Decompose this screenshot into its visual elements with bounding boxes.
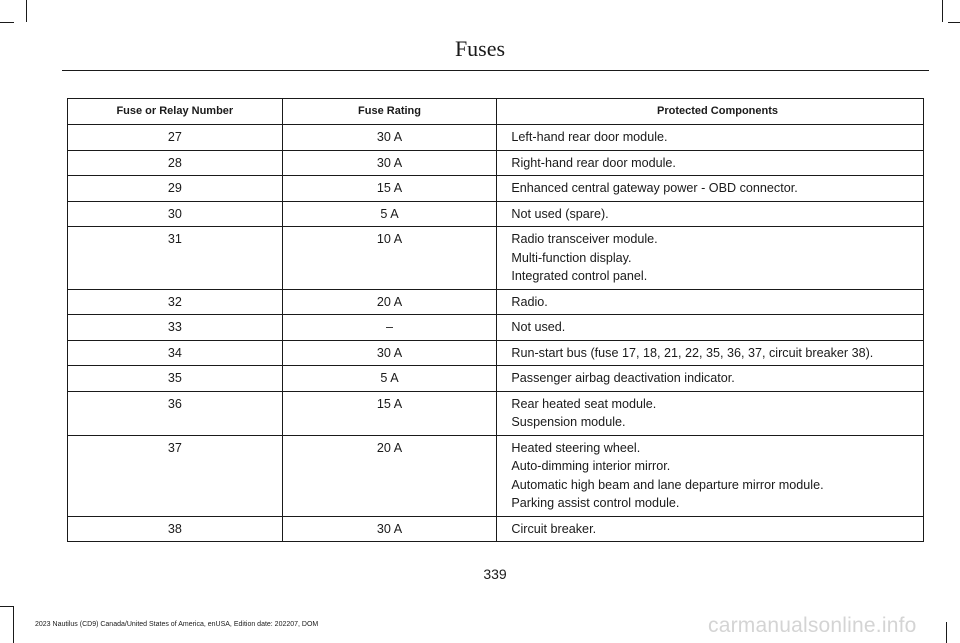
component-line: Passenger airbag deactivation indicator. (511, 371, 735, 385)
protected-components-cell (497, 435, 924, 516)
component-line: Suspension module. (511, 415, 626, 429)
fuse-number-cell: 32 (68, 289, 283, 315)
protected-components-cell (497, 340, 924, 366)
table-row (68, 315, 924, 341)
fuse-number-cell: 27 (68, 125, 283, 151)
fuse-number-cell: 33 (68, 315, 283, 341)
fuse-number-cell: 28 (68, 150, 283, 176)
fuse-rating-cell: 10 A (282, 227, 497, 290)
protected-components-cell (497, 150, 924, 176)
fuse-rating-cell: – (282, 315, 497, 341)
component-line: Heated steering wheel. (511, 440, 641, 455)
column-header-fuse-rating: Fuse Rating (282, 99, 497, 125)
fuse-number-cell: 31 (68, 227, 283, 290)
fuse-rating-cell: 15 A (282, 176, 497, 202)
component-line: Rear heated seat module. (511, 396, 657, 411)
component-line: Parking assist control module. (511, 496, 680, 510)
title-divider (62, 70, 929, 71)
component-line: Circuit breaker. (511, 521, 597, 536)
column-header-fuse-number: Fuse or Relay Number (68, 99, 283, 125)
component-line: Automatic high beam and lane departure mirror module. (511, 477, 824, 492)
crop-mark (13, 606, 14, 643)
watermark: carmanualsonline.info (708, 614, 917, 637)
component-line: Left-hand rear door module. (511, 130, 668, 144)
protected-components-cell (497, 289, 924, 315)
protected-components-cell (497, 176, 924, 202)
fuse-number-cell: 37 (68, 435, 283, 516)
protected-components-cell (497, 391, 924, 435)
component-line: Not used (spare). (511, 206, 609, 221)
column-header-protected-components: Protected Components (497, 99, 924, 125)
protected-components-cell (497, 516, 924, 542)
fuse-table (67, 98, 924, 542)
fuse-number-cell: 30 (68, 201, 283, 227)
component-line: Run-start bus (fuse 17, 18, 21, 22, 35, 36, 37, circuit breaker 38). (511, 345, 874, 360)
fuse-number-cell: 35 (68, 366, 283, 392)
fuse-number-cell: 29 (68, 176, 283, 202)
fuse-rating-cell: 30 A (282, 340, 497, 366)
table-row (68, 366, 924, 392)
fuse-rating-cell: 15 A (282, 391, 497, 435)
fuse-rating-cell: 30 A (282, 150, 497, 176)
component-line: Not used. (511, 320, 566, 334)
fuse-rating-cell: 20 A (282, 435, 497, 516)
fuse-rating-cell: 5 A (282, 366, 497, 392)
fuse-number-cell: 38 (68, 516, 283, 542)
component-line: Right-hand rear door module. (511, 155, 676, 170)
protected-components-cell (497, 201, 924, 227)
fuse-rating-cell: 30 A (282, 125, 497, 151)
protected-components-cell (497, 227, 924, 290)
component-line: Radio. (511, 294, 548, 309)
crop-mark (26, 0, 27, 22)
table-row (68, 435, 924, 516)
page-title: Fuses (454, 36, 506, 61)
component-line: Multi-function display. (511, 250, 632, 265)
fuse-rating-cell: 5 A (282, 201, 497, 227)
component-line: Integrated control panel. (511, 269, 648, 283)
page-number: 339 (483, 566, 507, 582)
crop-mark (0, 22, 14, 23)
fuse-number-cell: 36 (68, 391, 283, 435)
protected-components-cell (497, 366, 924, 392)
crop-mark (948, 22, 960, 23)
table-header-row (68, 99, 924, 125)
component-line: Auto-dimming interior mirror. (511, 459, 671, 473)
table-row (68, 150, 924, 176)
protected-components-cell (497, 315, 924, 341)
crop-mark (946, 622, 947, 643)
component-line: Enhanced central gateway power - OBD connector. (511, 181, 798, 195)
fuse-number-cell: 34 (68, 340, 283, 366)
table-row (68, 516, 924, 542)
table-row (68, 340, 924, 366)
table-row (68, 227, 924, 290)
edition-footer: 2023 Nautilus (CD9) Canada/United States of America, enUSA, Edition date: 202207, DOM (35, 621, 319, 628)
crop-mark (942, 0, 943, 22)
crop-mark (0, 606, 14, 607)
table-row (68, 176, 924, 202)
component-line: Radio transceiver module. (511, 232, 658, 246)
table-row (68, 125, 924, 151)
fuse-rating-cell: 20 A (282, 289, 497, 315)
table-row (68, 289, 924, 315)
table-row (68, 201, 924, 227)
protected-components-cell (497, 125, 924, 151)
table-row (68, 391, 924, 435)
fuse-rating-cell: 30 A (282, 516, 497, 542)
